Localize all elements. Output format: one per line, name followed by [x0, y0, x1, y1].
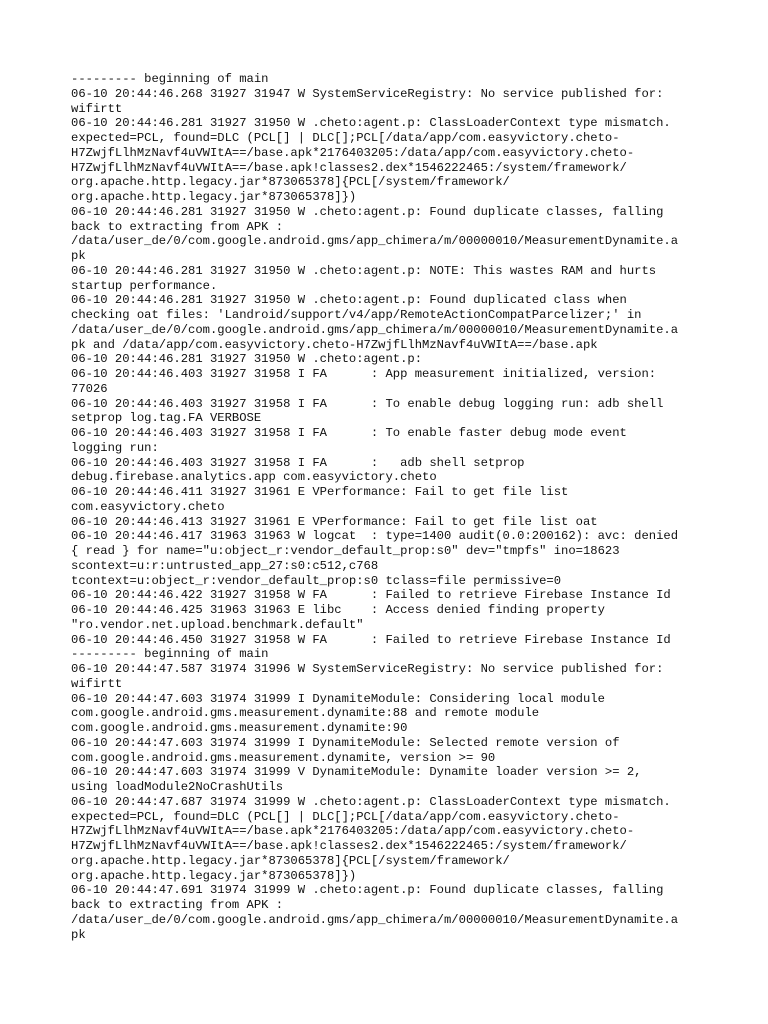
log-line: { read } for name="u:object_r:vendor_default_prop:s0" dev="tmpfs" ino=18623	[71, 544, 620, 558]
log-line: org.apache.http.legacy.jar*873065378]})	[71, 868, 357, 883]
log-line: H7ZwjfLlhMzNavf4uVWItA==/base.apk*2176403205:/data/app/com.easyvictory.cheto-	[71, 145, 635, 160]
log-line: 06-10 20:44:46.425 31963 31963 E libc : Access denied finding property	[71, 603, 605, 617]
log-line: 06-10 20:44:46.411 31927 31961 E VPerformance: Fail to get file list	[71, 485, 569, 499]
log-line: pk	[71, 927, 86, 942]
log-line: 06-10 20:44:46.403 31927 31958 I FA : adb shell setprop	[71, 455, 525, 470]
log-line: 06-10 20:44:46.413 31927 31961 E VPerformance: Fail to get file list oat	[71, 514, 598, 529]
log-line: 77026	[71, 381, 108, 396]
log-line: 06-10 20:44:47.687 31974 31999 W .cheto:agent.p: ClassLoaderContext type mismatch.	[71, 794, 671, 809]
log-line: 06-10 20:44:46.268 31927 31947 W SystemServiceRegistry: No service published for:	[71, 86, 664, 101]
log-line: 06-10 20:44:46.281 31927 31950 W .cheto:agent.p:	[71, 352, 423, 367]
log-line: startup performance.	[71, 278, 218, 293]
log-line: H7ZwjfLlhMzNavf4uVWItA==/base.apk!classes2.dex*1546222465:/system/framework/	[71, 839, 627, 853]
log-line: /data/user_de/0/com.google.android.gms/app_chimera/m/00000010/MeasurementDynamite.a	[71, 322, 679, 337]
log-line: expected=PCL, found=DLC (PCL[] | DLC[];PCL[/data/app/com.easyvictory.cheto-	[71, 809, 620, 824]
log-line: 06-10 20:44:46.403 31927 31958 I FA : To enable faster debug mode event	[71, 426, 627, 440]
log-line: H7ZwjfLlhMzNavf4uVWItA==/base.apk!classes2.dex*1546222465:/system/framework/	[71, 160, 627, 175]
log-line: wifirtt	[71, 676, 123, 691]
log-line: expected=PCL, found=DLC (PCL[] | DLC[];PCL[/data/app/com.easyvictory.cheto-	[71, 131, 620, 145]
log-line: checking oat files: 'Landroid/support/v4/app/RemoteActionCompatParcelizer;' in	[71, 308, 642, 322]
log-line: 06-10 20:44:47.587 31974 31996 W SystemServiceRegistry: No service published for:	[71, 662, 664, 676]
log-line: tcontext=u:object_r:vendor_default_prop:s0 tclass=file permissive=0	[71, 573, 562, 588]
log-line: pk and /data/app/com.easyvictory.cheto-H7ZwjfLlhMzNavf4uVWItA==/base.apk	[71, 337, 598, 352]
log-line: pk	[71, 249, 86, 263]
log-line: com.easyvictory.cheto	[71, 499, 225, 514]
log-line: back to extracting from APK :	[71, 898, 284, 912]
log-line: setprop log.tag.FA VERBOSE	[71, 411, 262, 426]
log-line: 06-10 20:44:46.422 31927 31958 W FA : Failed to retrieve Firebase Instance Id	[71, 588, 671, 603]
log-line: 06-10 20:44:46.281 31927 31950 W .cheto:agent.p: NOTE: This wastes RAM and hurts	[71, 263, 657, 278]
log-line: H7ZwjfLlhMzNavf4uVWItA==/base.apk*2176403205:/data/app/com.easyvictory.cheto-	[71, 824, 635, 839]
log-text-block	[71, 72, 711, 942]
log-line: logging run:	[71, 440, 159, 455]
log-line: org.apache.http.legacy.jar*873065378]})	[71, 190, 357, 204]
log-line: back to extracting from APK :	[71, 219, 284, 234]
log-line: 06-10 20:44:46.281 31927 31950 W .cheto:agent.p: ClassLoaderContext type mismatch.	[71, 116, 671, 131]
log-line: /data/user_de/0/com.google.android.gms/app_chimera/m/00000010/MeasurementDynamite.a	[71, 234, 679, 249]
log-line: using loadModule2NoCrashUtils	[71, 780, 284, 794]
log-line: /data/user_de/0/com.google.android.gms/app_chimera/m/00000010/MeasurementDynamite.a	[71, 912, 679, 927]
log-line: --------- beginning of main	[71, 72, 269, 86]
log-line: 06-10 20:44:47.603 31974 31999 V DynamiteModule: Dynamite loader version >= 2,	[71, 765, 642, 780]
log-line: debug.firebase.analytics.app com.easyvictory.cheto	[71, 470, 437, 485]
log-line: 06-10 20:44:46.403 31927 31958 I FA : App measurement initialized, version:	[71, 367, 657, 381]
log-line: 06-10 20:44:46.403 31927 31958 I FA : To enable debug logging run: adb shell	[71, 396, 664, 411]
log-line: 06-10 20:44:47.603 31974 31999 I DynamiteModule: Considering local module	[71, 691, 605, 706]
log-line: 06-10 20:44:46.281 31927 31950 W .cheto:agent.p: Found duplicate classes, falling	[71, 204, 664, 219]
log-line: 06-10 20:44:47.691 31974 31999 W .cheto:agent.p: Found duplicate classes, falling	[71, 883, 664, 898]
log-line: 06-10 20:44:46.417 31963 31963 W logcat : type=1400 audit(0.0:200162): avc: denied	[71, 529, 679, 544]
log-line: scontext=u:r:untrusted_app_27:s0:c512,c768	[71, 558, 379, 573]
log-line: --------- beginning of main	[71, 647, 269, 662]
log-line: com.google.android.gms.measurement.dynamite, version >= 90	[71, 750, 496, 765]
log-line: 06-10 20:44:47.603 31974 31999 I DynamiteModule: Selected remote version of	[71, 735, 620, 750]
log-line: com.google.android.gms.measurement.dynamite:88 and remote module	[71, 706, 540, 721]
log-line: "ro.vendor.net.upload.benchmark.default"	[71, 617, 364, 632]
log-line: 06-10 20:44:46.450 31927 31958 W FA : Failed to retrieve Firebase Instance Id	[71, 632, 671, 647]
log-line: wifirtt	[71, 101, 123, 116]
log-line: com.google.android.gms.measurement.dynamite:90	[71, 721, 408, 735]
log-line: org.apache.http.legacy.jar*873065378]{PCL[/system/framework/	[71, 853, 510, 868]
log-line: 06-10 20:44:46.281 31927 31950 W .cheto:agent.p: Found duplicated class when	[71, 293, 627, 308]
log-line: org.apache.http.legacy.jar*873065378]{PCL[/system/framework/	[71, 175, 510, 190]
